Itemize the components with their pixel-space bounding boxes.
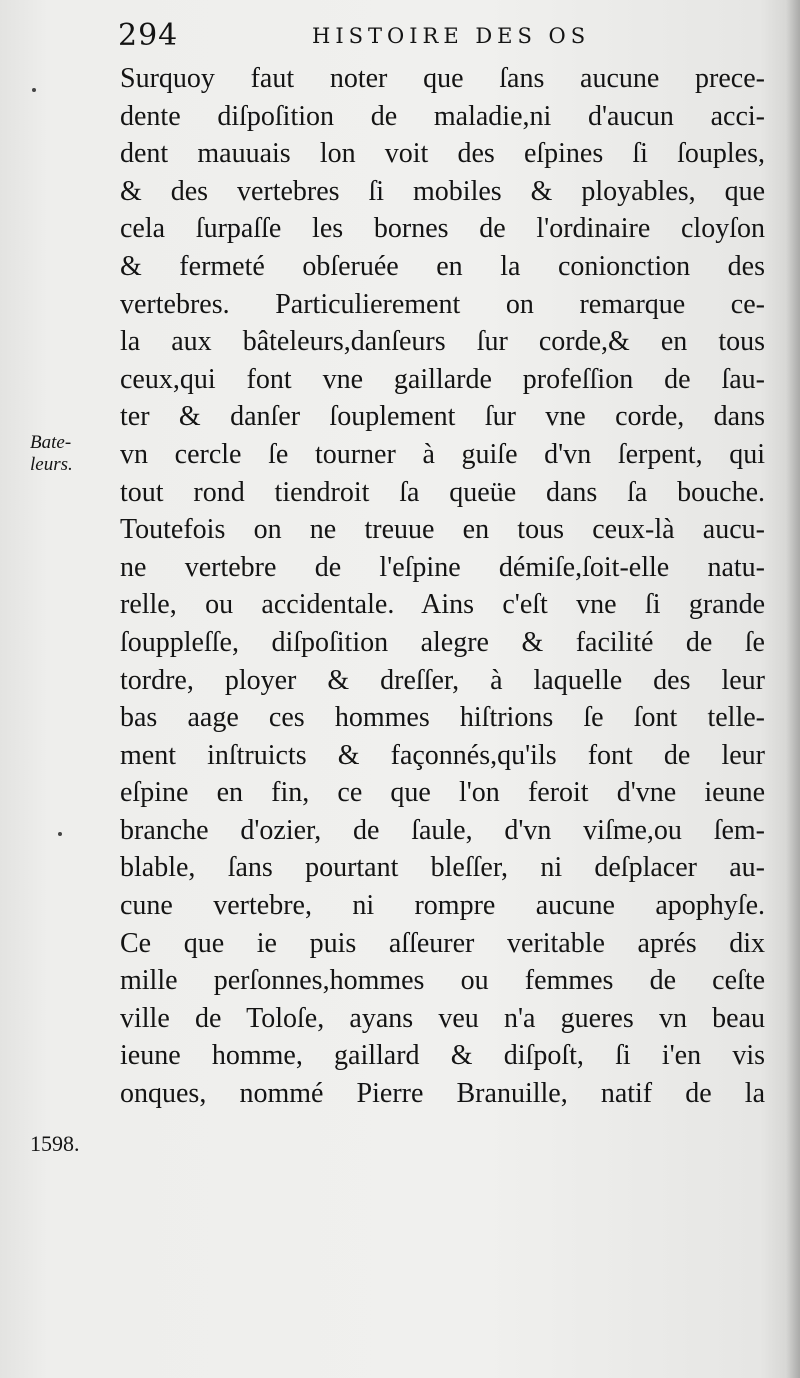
text-line: cune vertebre, ni rompre aucune apophyſe.	[120, 890, 765, 922]
text-line: blable, ſans pourtant bleſſer, ni deſplacer au-	[120, 852, 765, 884]
text-line: eſpine en fin, ce que l'on feroit d'vne ieune	[120, 777, 765, 809]
text-line: dente diſpoſition de maladie,ni d'aucun acci-	[120, 100, 765, 132]
text-line: ne vertebre de l'eſpine démiſe,ſoit-elle natu-	[120, 551, 765, 583]
text-line: ment inſtruicts & façonnés,qu'ils font de leur	[120, 739, 765, 771]
text-line: Surquoy faut noter que ſans aucune prece-	[120, 63, 765, 94]
text-line: & fermeté obſeruée en la conionction des	[120, 250, 765, 282]
margin-note-date: 1598.	[30, 1131, 80, 1156]
text-line: ter & danſer ſouplement ſur vne corde, dans	[120, 401, 765, 433]
margin-note-line: Bate-	[30, 432, 72, 453]
margin-note-bateleurs	[30, 432, 100, 476]
text-line: Ce que ie puis aſſeurer veritable aprés dix	[120, 927, 765, 959]
text-line: vn cercle ſe tourner à guiſe d'vn ſerpent, qui	[120, 438, 765, 470]
text-line: ceux,qui font vne gaillarde profeſſion de ſau-	[120, 363, 765, 395]
text-line: Toutefois on ne treuue en tous ceux-là aucu-	[120, 514, 765, 546]
text-line: dent mauuais lon voit des eſpines ſi ſouples,	[120, 138, 765, 170]
text-line: ville de Toloſe, ayans veu n'a gueres vn beau	[120, 1002, 765, 1034]
text-line: onques, nommé Pierre Branuille, natif de la	[120, 1078, 765, 1110]
text-line: branche d'ozier, de ſaule, d'vn viſme,ou ſem-	[120, 814, 765, 846]
page-number: 294	[118, 18, 179, 53]
text-line: vertebres. Particulierement on remarque ce-	[120, 288, 765, 320]
body-text	[120, 60, 765, 1113]
text-line: relle, ou accidentale. Ains c'eſt vne ſi grande	[120, 589, 765, 621]
margin-note-line: leurs.	[30, 454, 73, 475]
running-head: HISTOIRE DES OS	[312, 24, 591, 48]
text-line: tordre, ployer & dreſſer, à laquelle des leur	[120, 664, 765, 696]
spine-shadow	[786, 0, 800, 1378]
ink-speck	[58, 832, 62, 836]
text-line: ieune homme, gaillard & diſpoſt, ſi i'en vis	[120, 1040, 765, 1072]
text-line: ſouppleſſe, diſpoſition alegre & facilité de ſe	[120, 626, 765, 658]
text-line: mille perſonnes,hommes ou femmes de ceſte	[120, 965, 765, 997]
text-line: tout rond tiendroit ſa queüe dans ſa bouche.	[120, 476, 765, 508]
text-line: cela ſurpaſſe les bornes de l'ordinaire cloyſon	[120, 213, 765, 245]
text-line: la aux bâteleurs,danſeurs ſur corde,& en tous	[120, 326, 765, 358]
text-line: & des vertebres ſi mobiles & ployables, que	[120, 175, 765, 207]
page-header	[0, 16, 800, 56]
ink-speck	[32, 88, 36, 92]
text-line: bas aage ces hommes hiſtrions ſe ſont telle-	[120, 702, 765, 734]
